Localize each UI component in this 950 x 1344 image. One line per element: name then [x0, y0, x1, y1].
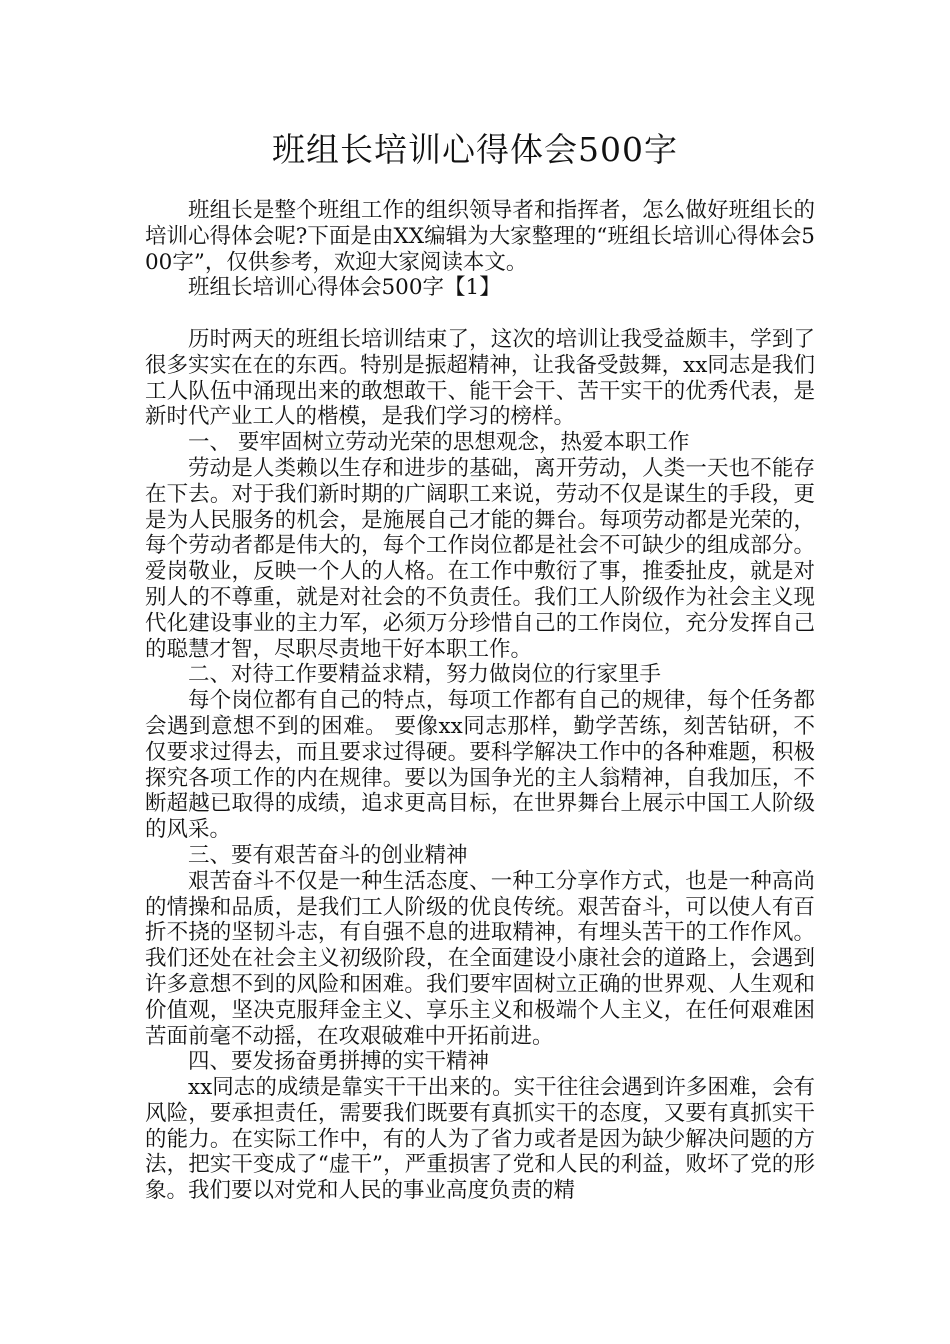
blank-line [145, 301, 815, 327]
heading-one: 一、 要牢固树立劳动光荣的思想观念，热爱本职工作 [188, 430, 690, 456]
section-title: 班组长培训心得体会500字【1】 [188, 275, 501, 301]
heading-three: 三、要有艰苦奋斗的创业精神 [188, 842, 468, 868]
paragraph-four: xx同志的成绩是靠实干干出来的。实干往往会遇到许多困难，会有风险，要承担责任，需要我们既要有真抓实干的态度，又要有真抓实干的能力。在实际工作中，有的人为了省力或者是因为缺少解决问题的方法，把实干变成了“虚干”，严重损害了党和人民的利益，败坏了党的形象。我们要以对党和人民的事业高度负责的精 [145, 1075, 815, 1204]
intro-paragraph: 班组长是整个班组工作的组织领导者和指挥者，怎么做好班组长的培训心得体会呢?下面是由XX编辑为大家整理的“班组长培训心得体会500字”，仅供参考，欢迎大家阅读本文。 [145, 198, 815, 275]
paragraph-two: 每个岗位都有自己的特点，每项工作都有自己的规律，每个任务都会遇到意想不到的困难。 要像xx同志那样，勤学苦练，刻苦钻研，不仅要求过得去，而且要求过得硬。要科学解决工作中的各种难题，积极探究各项工作的内在规律。要以为国争光的主人翁精神，自我加压，不断超越已取得的成绩，追求更高目标，在世界舞台上展示中国工人阶级的风采。 [145, 688, 815, 843]
heading-two: 二、对待工作要精益求精，努力做岗位的行家里手 [188, 662, 662, 688]
heading-four: 四、要发扬奋勇拼搏的实干精神 [188, 1049, 490, 1075]
paragraph-three: 艰苦奋斗不仅是一种生活态度、一种工分享作方式，也是一种高尚的情操和品质，是我们工人阶级的优良传统。艰苦奋斗，可以使人有百折不挠的坚韧斗志，有自强不息的进取精神，有埋头苦干的工作作风。我们还处在社会主义初级阶段，在全面建设小康社会的道路上，会遇到许多意想不到的风险和困难。我们要牢固树立正确的世界观、人生观和价值观，坚决克服拜金主义、享乐主义和极端个人主义，在任何艰难困苦面前毫不动摇，在攻艰破难中开拓前进。 [145, 868, 815, 1049]
document-body [145, 198, 815, 1204]
document-title: 班组长培训心得体会500字 [272, 130, 678, 169]
paragraph-one: 劳动是人类赖以生存和进步的基础，离开劳动，人类一天也不能存在下去。对于我们新时期的广阔职工来说，劳动不仅是谋生的手段，更是为人民服务的机会，是施展自己才能的舞台。每项劳动都是光荣的，每个劳动者都是伟大的，每个工作岗位都是社会不可缺少的组成部分。爱岗敬业，反映一个人的人格。在工作中敷衍了事，推委扯皮，就是对别人的不尊重，就是对社会的不负责任。我们工人阶级作为社会主义现代化建设事业的主力军，必须万分珍惜自己的工作岗位，充分发挥自己的聪慧才智，尽职尽责地干好本职工作。 [145, 455, 815, 662]
opening-paragraph: 历时两天的班组长培训结束了，这次的培训让我受益颇丰，学到了很多实实在在的东西。特别是振超精神，让我备受鼓舞，xx同志是我们工人队伍中涌现出来的敢想敢干、能干会干、苦干实干的优秀代表，是新时代产业工人的楷模，是我们学习的榜样。 [145, 326, 815, 430]
